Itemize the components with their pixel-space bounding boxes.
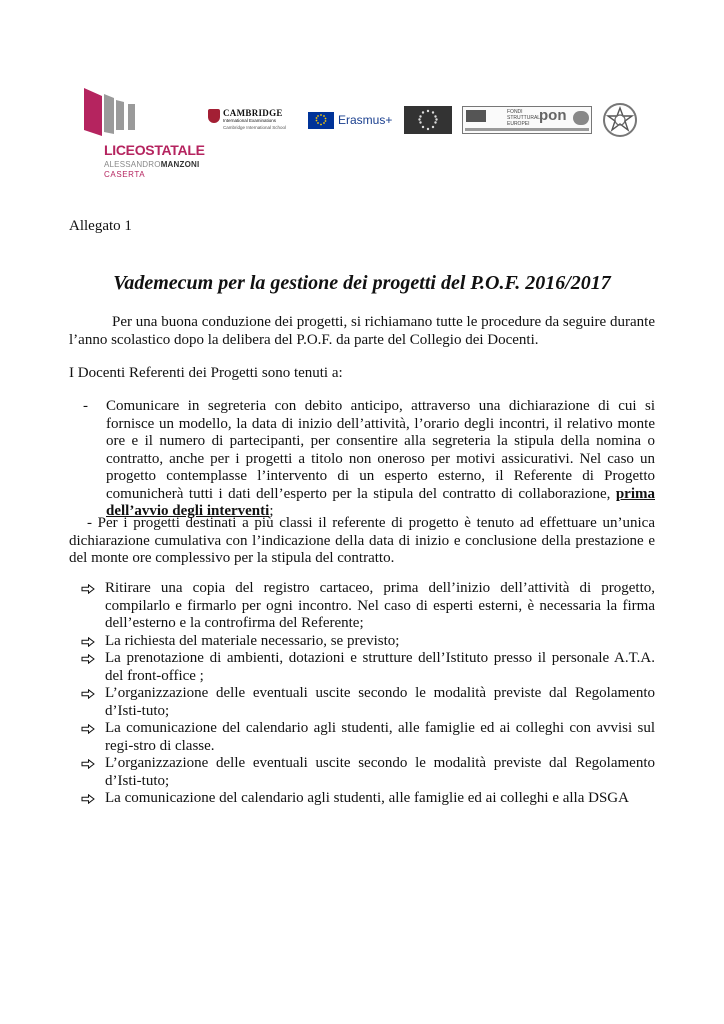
dash-item-text: Comunicare in segreteria con debito anticipo, attraverso una dichiarazione di cui si fornisce un modello, la data di inizio dell’attività, l’orario degli incontri, il relativo monte ore e il numero di partecipanti, per consentire alla segreteria la stipula della nomina o contratto, anche per i progetti a titolo non oneroso per motivi assicurativi. Nel caso un progetto contemplasse l’intervento di un esperto esterno, il Referente di Progetto comunicherà tutti i dati dell’esperto per la stipula del contratto di collaborazione, (106, 398, 655, 502)
cambridge-subtitle: International Examinations (223, 118, 277, 123)
school-logo (82, 86, 212, 186)
list-item-text: Ritirare una copia del registro cartaceo, prima dell’inizio dell’attività di progetto, compilarlo e firmarlo per ogni incontro. Nel caso di esperti esterni, è necessaria la firma dell’esterno e la controfirma del Referente; (105, 580, 655, 631)
pon-eu-mini-flag-icon (466, 110, 486, 122)
dash-item-emphasis: prima dell’avvio degli interventi (106, 485, 655, 519)
hollow-right-arrow-icon (81, 689, 95, 699)
erasmus-label: Erasmus+ (338, 113, 393, 127)
dash-item-body (106, 398, 655, 521)
list-item (81, 650, 655, 685)
cambridge-logo (208, 108, 290, 134)
school-city: CASERTA (104, 170, 146, 179)
cambridge-title: CAMBRIDGE (223, 108, 283, 118)
list-item (81, 790, 655, 808)
cambridge-subtitle2: Cambridge International School (223, 125, 287, 130)
pon-emblem-icon (573, 111, 589, 125)
list-item (81, 633, 655, 651)
pon-bar (465, 128, 589, 131)
republic-emblem-icon (602, 102, 638, 138)
hollow-right-arrow-icon (81, 637, 95, 647)
hollow-right-arrow-icon (81, 724, 95, 734)
cumulative-paragraph: - Per i progetti destinati a più classi il referente di progetto è tenuto ad effettuare un’unica dichiarazione cumulativa con l’indicazione della data di inizio e conclusione della prestazione e del monte ore complessivo per la stipula del contratto. (69, 515, 655, 566)
eu-flag-grey-icon (404, 106, 452, 134)
list-item-text: L’organizzazione delle eventuali uscite secondo le modalità previste dal Regolamento d’Isti-tuto; (105, 755, 655, 789)
list-item (81, 720, 655, 755)
list-item-text: La richiesta del materiale necessario, se previsto; (105, 632, 400, 649)
school-name-line1 (104, 142, 205, 158)
list-item-text: La comunicazione del calendario agli studenti, alle famiglie ed ai colleghi con avvisi sul regi-stro di classe. (105, 720, 655, 754)
pon-word: pon (539, 107, 567, 124)
school-name-liceo: LICEO (104, 142, 146, 158)
school-logo-mark (82, 86, 142, 138)
page-header (0, 0, 724, 200)
intro-paragraph: Per una buona conduzione dei progetti, si richiamano tutte le procedure da seguire durante l’anno scolastico dopo la delibera del P.O.F. da parte del Collegio dei Docenti. (69, 314, 655, 348)
dash-item-end: ; (269, 503, 274, 519)
lead-paragraph: I Docenti Referenti dei Progetti sono tenuti a: (69, 365, 343, 381)
dash-marker: - (83, 398, 88, 414)
cambridge-shield-icon (208, 109, 220, 123)
list-item (81, 580, 655, 633)
attachment-label: Allegato 1 (69, 218, 132, 234)
list-item (81, 755, 655, 790)
school-name-statale: STATALE (145, 142, 205, 158)
list-item-text: L’organizzazione delle eventuali uscite secondo le modalità previste dal Regolamento d’Isti-tuto; (105, 685, 655, 719)
erasmus-logo (308, 110, 400, 132)
hollow-right-arrow-icon (81, 654, 95, 664)
hollow-right-arrow-icon (81, 794, 95, 804)
school-name-alessandro: ALESSANDRO (104, 160, 161, 169)
pon-fondi-label: FONDI STRUTTURALI EUROPEI (507, 109, 542, 127)
hollow-right-arrow-icon (81, 759, 95, 769)
eu-flag-icon (308, 112, 334, 129)
duties-list (81, 580, 655, 808)
list-item (81, 685, 655, 720)
pon-logo (462, 106, 592, 134)
dash-item-communicate (83, 398, 655, 521)
list-item-text: La comunicazione del calendario agli studenti, alle famiglie ed ai colleghi e alla DSGA (105, 790, 629, 806)
hollow-right-arrow-icon (81, 584, 95, 594)
document-title: Vademecum per la gestione dei progetti del P.O.F. 2016/2017 (113, 272, 611, 294)
school-name-manzoni: MANZONI (160, 160, 200, 169)
school-name-line2 (104, 160, 199, 169)
list-item-text: La prenotazione di ambienti, dotazioni e strutture dell’Istituto presso il personale A.T.A. del front-office ; (105, 650, 655, 684)
